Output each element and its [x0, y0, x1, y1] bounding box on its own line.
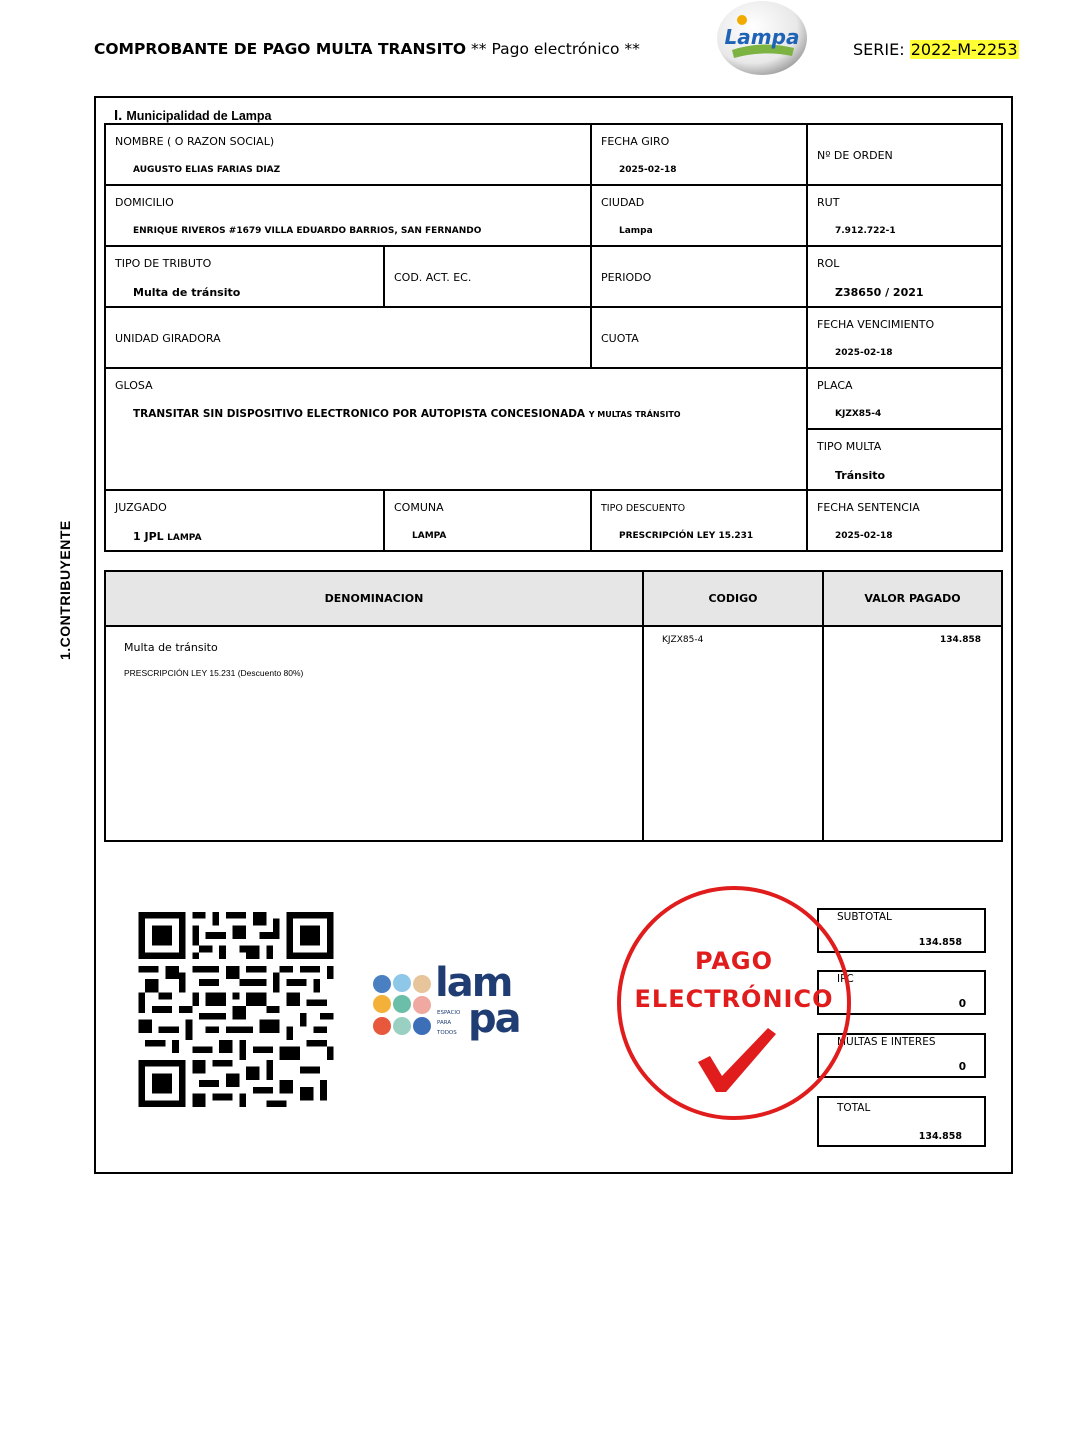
- brand-tag-3: TODOS: [437, 1030, 457, 1036]
- codact-label: COD. ACT. EC.: [394, 271, 472, 284]
- cuota-label: CUOTA: [601, 332, 639, 345]
- ipc-label: IPC: [837, 973, 854, 985]
- comuna-label: COMUNA: [394, 501, 444, 514]
- subtotal-value: 134.858: [918, 937, 962, 948]
- cell-descuento: [590, 489, 808, 552]
- nombre-value: AUGUSTO ELIAS FARIAS DIAZ: [133, 165, 281, 175]
- stamp-line1: PAGO: [694, 947, 774, 975]
- municipality-logo: [716, 0, 808, 76]
- cell-nombre: [104, 123, 592, 186]
- cell-juzgado: [104, 489, 385, 552]
- cell-domicilio: [104, 184, 592, 247]
- row-detalle: PRESCRIPCIÓN LEY 15.231 (Descuento 80%): [124, 668, 304, 678]
- rol-value: Z38650 / 2021: [835, 286, 924, 299]
- total-value: 134.858: [918, 1131, 962, 1142]
- stamp-line2: ELECTRÓNICO: [634, 985, 834, 1013]
- table-row-denominacion: [104, 625, 644, 842]
- section-name: Municipalidad de Lampa: [126, 109, 272, 123]
- juzgado-value: [133, 530, 202, 543]
- cell-cuota: [590, 306, 808, 369]
- placa-value: KJZX85-4: [835, 409, 882, 419]
- comuna-value: LAMPA: [412, 531, 447, 541]
- tipo-multa-label: TIPO MULTA: [817, 440, 882, 453]
- juzgado-value-b: LAMPA: [167, 533, 202, 543]
- serie-label: SERIE:: [853, 40, 905, 59]
- cell-fecha-giro: [590, 123, 808, 186]
- brand-tag-2: PARA: [437, 1020, 452, 1026]
- table-row-valor: [822, 625, 1003, 842]
- cell-placa: [806, 367, 1003, 430]
- tributo-label: TIPO DE TRIBUTO: [115, 257, 212, 270]
- fecha-giro-value: 2025-02-18: [619, 165, 677, 175]
- section-title: [114, 107, 272, 124]
- juzgado-value-a: 1 JPL: [133, 530, 164, 543]
- tributo-value: Multa de tránsito: [133, 286, 241, 299]
- qr-code: [135, 912, 337, 1107]
- serie-value: 2022-M-2253: [910, 40, 1018, 59]
- total-total: [817, 1096, 986, 1147]
- document-title: [94, 40, 640, 58]
- vencimiento-label: FECHA VENCIMIENTO: [817, 318, 935, 331]
- sentencia-label: FECHA SENTENCIA: [817, 501, 920, 514]
- title-text: COMPROBANTE DE PAGO MULTA TRANSITO: [94, 40, 467, 58]
- lampa-brand-logo: [372, 960, 534, 1054]
- glosa-value: [133, 408, 681, 420]
- rut-value: 7.912.722-1: [835, 226, 896, 236]
- cell-comuna: [383, 489, 592, 552]
- brand-mosaic-icon: [372, 974, 434, 1042]
- cell-vencimiento: [806, 306, 1003, 369]
- domicilio-label: DOMICILIO: [115, 196, 174, 209]
- brand-word-1: lam: [435, 960, 512, 1006]
- ipc-value: 0: [958, 998, 966, 1010]
- cell-tributo: [104, 245, 385, 308]
- cell-codact: [383, 245, 592, 308]
- cell-ciudad: [590, 184, 808, 247]
- sentencia-value: 2025-02-18: [835, 531, 893, 541]
- juzgado-label: JUZGADO: [115, 501, 167, 514]
- tipo-multa-value: Tránsito: [835, 469, 886, 482]
- domicilio-value: ENRIQUE RIVEROS #1679 VILLA EDUARDO BARRIOS, SAN FERNANDO: [133, 226, 482, 236]
- serie: [853, 40, 1019, 59]
- glosa-label: GLOSA: [115, 379, 153, 392]
- header-valor: VALOR PAGADO: [822, 570, 1003, 627]
- vencimiento-value: 2025-02-18: [835, 348, 893, 358]
- descuento-label: TIPO DESCUENTO: [601, 503, 686, 514]
- placa-label: PLACA: [817, 379, 853, 392]
- cell-rut: [806, 184, 1003, 247]
- orden-label: Nº DE ORDEN: [817, 149, 893, 162]
- cell-orden: [806, 123, 1003, 186]
- subtotal-label: SUBTOTAL: [837, 911, 892, 923]
- multas-label: MULTAS E INTERES: [837, 1036, 936, 1048]
- brand-word-2: pa: [468, 996, 520, 1042]
- cell-tipo-multa: [806, 428, 1003, 491]
- descuento-value: PRESCRIPCIÓN LEY 15.231: [619, 531, 754, 541]
- glosa-text: TRANSITAR SIN DISPOSITIVO ELECTRONICO POR AUTOPISTA CONCESIONADA: [133, 408, 586, 420]
- cell-rol: [806, 245, 1003, 308]
- subtitle-text: ** Pago electrónico **: [471, 40, 640, 58]
- header-denominacion: DENOMINACION: [104, 570, 644, 627]
- unidad-label: UNIDAD GIRADORA: [115, 332, 221, 345]
- total-label: TOTAL: [837, 1102, 871, 1114]
- rut-label: RUT: [817, 196, 840, 209]
- fecha-giro-label: FECHA GIRO: [601, 135, 670, 148]
- ciudad-label: CIUDAD: [601, 196, 645, 209]
- header-codigo: CODIGO: [642, 570, 824, 627]
- multas-value: 0: [958, 1061, 966, 1073]
- logo-word: Lampa: [724, 25, 800, 49]
- cell-periodo: [590, 245, 808, 308]
- checkmark-icon: [690, 1020, 780, 1095]
- row-valor: 134.858: [940, 635, 981, 645]
- row-codigo: KJZX85-4: [662, 635, 704, 645]
- periodo-label: PERIODO: [601, 271, 652, 284]
- side-label: 1.CONTRIBUYENTE: [57, 520, 73, 660]
- row-denominacion: Multa de tránsito: [124, 641, 218, 654]
- glosa-suffix: Y MULTAS TRÁNSITO: [588, 410, 681, 419]
- brand-tag-1: ESPACIO: [437, 1010, 461, 1016]
- nombre-label: NOMBRE ( O RAZON SOCIAL): [115, 135, 275, 148]
- section-roman: I.: [114, 107, 123, 124]
- cell-sentencia: [806, 489, 1003, 552]
- cell-glosa: [104, 367, 808, 491]
- cell-unidad: [104, 306, 592, 369]
- ciudad-value: Lampa: [619, 226, 653, 236]
- rol-label: ROL: [817, 257, 840, 270]
- table-row-codigo: [642, 625, 824, 842]
